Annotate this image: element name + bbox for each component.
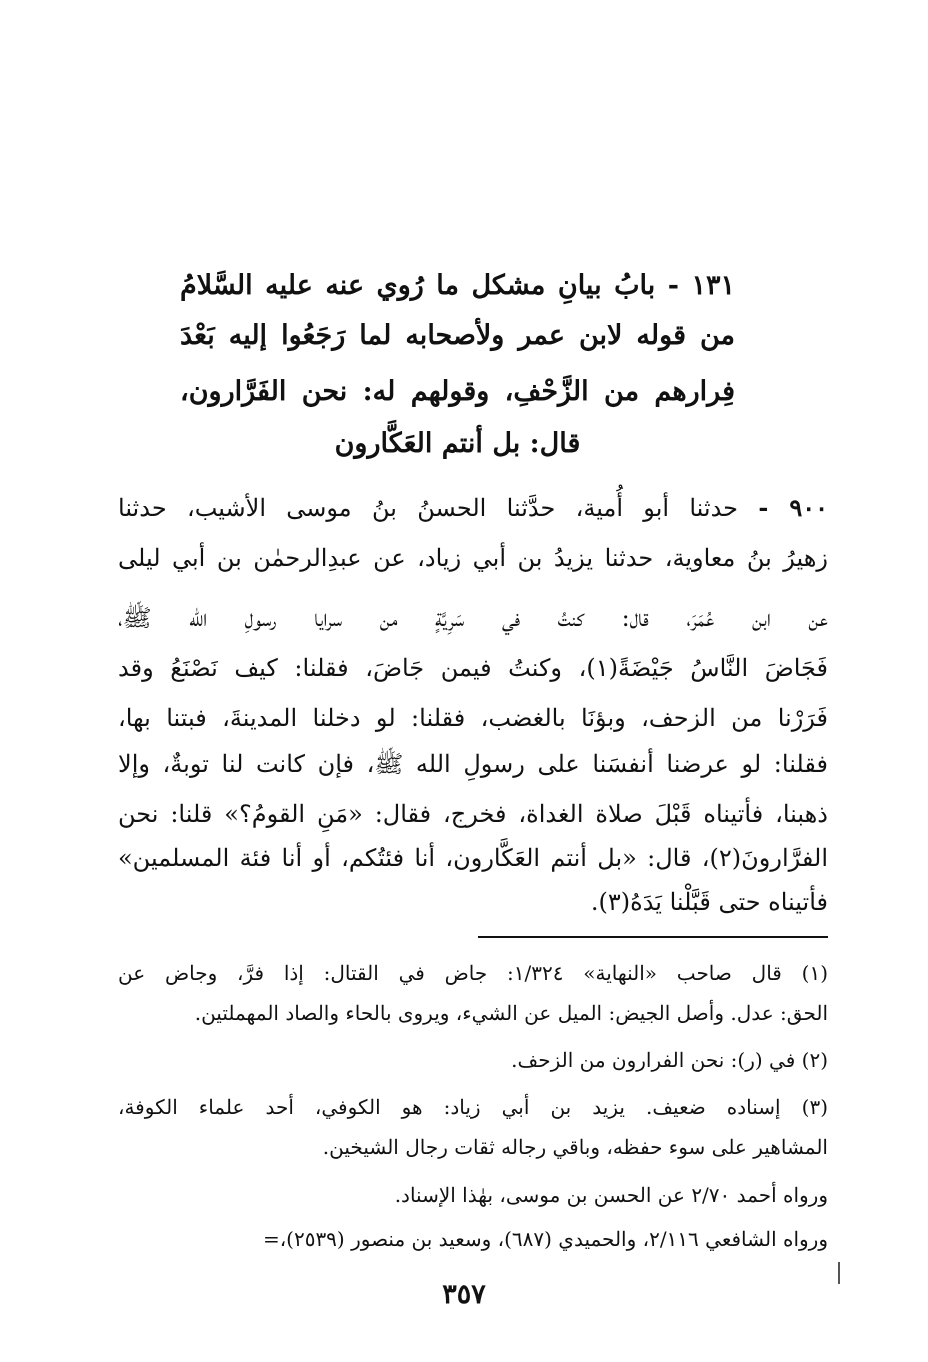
footnote-line-3: (٢) في (ر): نحن الفرارون من الزحف. <box>511 1048 828 1072</box>
hadith-matn-line-4: فقلنا: لو عرضنا أنفسَنا على رسولِ الله ﷺ، فإن كانت لنا توبةٌ، وإلا <box>118 750 828 778</box>
chapter-heading-line-1: ١٣١ - بابُ بيانِ مشكل ما رُوي عنه عليه السَّلامُ <box>180 270 735 301</box>
footnote-line-7: ورواه الشافعي ٢/١١٦، والحميدي (٦٨٧)، وسعيد بن منصور (٢٥٣٩)،= <box>262 1227 828 1251</box>
footnote-line-4: (٣) إسناده ضعيف. يزيد بن أبي زياد: هو الكوفي، أحد علماء الكوفة، <box>118 1095 828 1119</box>
hadith-matn-line-6: الفرَّارونَ(٢)، قال: «بل أنتم العَكَّارون، أنا فئتُكم، أو أنا فئة المسلمين» <box>118 844 828 872</box>
hadith-isnad-line-2: زهيرُ بنُ معاوية، حدثنا يزيدُ بن أبي زياد، عن عبدِالرحمٰن بن أبي ليلى <box>118 544 828 572</box>
footnote-line-5: المشاهير على سوء حفظه، وباقي رجاله ثقات رجال الشيخين. <box>322 1135 828 1159</box>
hadith-number: ٩٠٠ - <box>758 493 828 522</box>
chapter-heading-line-4: قال: بل أنتم العَكَّارون <box>334 428 581 459</box>
hadith-matn-line-2: فَجَاضَ النَّاسُ جَيْضَةً(١)، وكنتُ فيمن جَاضَ، فقلنا: كيف نَصْنَعُ وقد <box>118 654 828 682</box>
footnote-separator <box>478 936 828 938</box>
chapter-heading-line-2: من قوله لابن عمر ولأصحابه لما رَجَعُوا إليه بَعْدَ <box>180 320 735 351</box>
hadith-isnad-text-1: حدثنا أبو أُمية، حدَّثنا الحسنُ بنُ موسى الأشيب، حدثنا <box>118 494 739 522</box>
footnote-line-2: الحق: عدل. وأصل الجيض: الميل عن الشيء، ويروى بالحاء والصاد المهملتين. <box>194 1001 828 1025</box>
hadith-matn-line-5: ذهبنا، فأتيناه قَبْلَ صلاة الغداة، فخرج، فقال: «مَنِ القومُ؟» قلنا: نحن <box>118 800 828 828</box>
footnote-line-6: ورواه أحمد ٢/٧٠ عن الحسن بن موسى، بهٰذا الإسناد. <box>394 1183 828 1207</box>
hadith-matn-line-7: فأتيناه حتى قَبَّلْنا يَدَهُ(٣). <box>590 888 828 916</box>
footnote-line-1: (١) قال صاحب «النهاية» ١/٣٢٤: جاض في القتال: إذا فرَّ، وجاض عن <box>118 961 828 985</box>
hadith-matn-line-3: فَرَرْنا من الزحف، وبؤنَا بالغضب، فقلنا: لو دخلنا المدينةَ، فبتنا بها، <box>118 704 828 732</box>
page-number: ٣٥٧ <box>442 1279 486 1310</box>
chapter-heading-line-3: فِرارهم من الزَّحْفِ، وقولهم له: نحن الفَرَّارون، <box>180 376 735 407</box>
hadith-matn-line-1: عن ابن عُمَرَ، قال: كنتُ في سَرِيَّةٍ من سرايا رسولِ الله ﷺ، <box>118 604 829 632</box>
hadith-isnad-line-1 <box>118 490 828 526</box>
